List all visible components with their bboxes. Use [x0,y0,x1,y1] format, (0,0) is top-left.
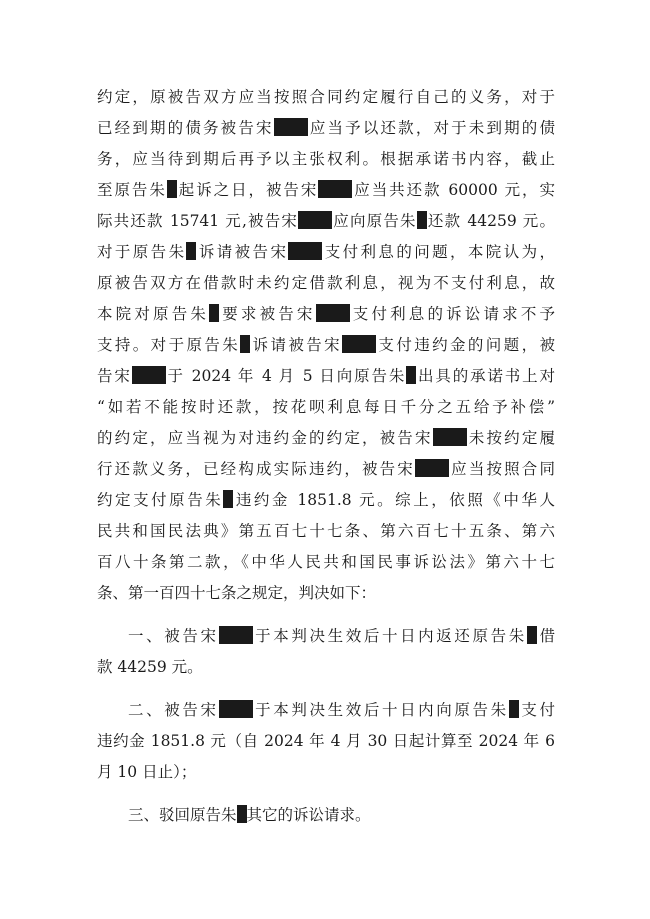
text-segment: 支付 [518,701,555,719]
text-segment: 的约定，应当视为对违约金的约定，被告宋 [97,429,433,447]
text-segment: 约定支付原告朱 [97,491,224,509]
text-line [97,621,555,652]
redaction-block [186,242,196,260]
judgment-body [97,82,555,831]
text-segment: 三、驳回原告朱 [128,806,237,824]
text-segment: 原被告双方在借款时未约定借款利息，视为不支付利息，故 [97,274,555,292]
text-segment: 于本判决生效后十日内返还原告朱 [252,627,527,645]
text-line [97,578,555,609]
paragraph-reasoning [97,82,555,609]
redaction-block [223,490,233,508]
redaction-block [240,335,250,353]
text-segment: 应当予以还款，对于未到期的债 [307,119,555,137]
text-segment: 一、被告宋 [128,627,219,645]
redaction-block [316,304,350,322]
redaction-block [415,459,449,477]
redaction-block [318,180,352,198]
text-line [97,113,555,144]
redaction-block [288,242,322,260]
text-segment: 对于原告朱 [97,243,187,261]
text-segment: 起诉之日，被告宋 [176,181,319,199]
redaction-block [132,366,166,384]
redaction-block [433,428,467,446]
text-line [97,547,555,578]
text-segment: 应当按照合同 [448,460,555,478]
text-segment: 应当共还款 60000 元，实 [352,181,555,199]
text-line [97,757,555,788]
redaction-block [274,118,308,136]
redaction-block [527,626,537,644]
text-segment: 约定，原被告双方应当按照合同约定履行自己的义务，对于 [97,88,555,106]
text-line [97,144,555,175]
text-segment: 于 2024 年 4 月 5 日向原告朱 [165,367,407,385]
redaction-block [219,626,253,644]
text-line [97,268,555,299]
text-line [97,361,555,392]
paragraph-judgment-item-2 [97,695,555,788]
text-line [97,206,555,237]
paragraph-judgment-item-1 [97,621,555,683]
text-segment: 至原告朱 [97,181,167,199]
text-line [97,299,555,330]
text-segment: 出具的承诺书上对 [416,367,555,385]
redaction-block [417,211,427,229]
text-segment: 于本判决生效后十日内向原告朱 [252,701,509,719]
text-segment: 要求被告宋 [219,305,316,323]
text-segment: 二、被告宋 [128,701,219,719]
redaction-block [406,366,416,384]
text-line [97,330,555,361]
text-line [97,516,555,547]
text-segment: 际共还款 15741 元,被告宋 [97,212,299,230]
text-segment: “如若不能按时还款，按花呗利息每日千分之五给予补偿” [97,398,555,416]
redaction-block [209,304,219,322]
text-segment: 诉请被告宋 [196,243,289,261]
text-line [97,392,555,423]
redaction-block [342,335,376,353]
text-line [97,423,555,454]
text-line [97,485,555,516]
text-segment: 借 [536,627,555,645]
text-segment: 行还款义务，已经构成实际违约，被告宋 [97,460,415,478]
text-line [97,695,555,726]
text-segment: 支付违约金的问题，被 [376,336,555,354]
text-line [97,237,555,268]
text-segment: 百八十条第二款，《中华人民共和国民事诉讼法》第六十七 [97,553,555,571]
text-segment: 支持。对于原告朱 [97,336,241,354]
text-segment: 其它的诉讼请求。 [246,806,371,824]
text-line [97,652,555,683]
text-segment: 条、第一百四十七条之规定，判决如下： [97,584,377,602]
text-segment: 支付利息的问题，本院认为， [322,243,555,261]
text-segment: 诉请被告宋 [250,336,343,354]
text-segment: 应向原告朱 [332,212,417,230]
text-line [97,175,555,206]
text-segment: 还款 44259 元。 [426,212,555,230]
redaction-block [167,180,177,198]
text-segment: 违约金 1851.8 元（自 2024 年 4 月 30 日起计算至 2024 年 6 [97,732,555,750]
redaction-block [298,211,332,229]
redaction-block [237,805,247,823]
text-line [97,800,555,831]
paragraph-judgment-item-3 [97,800,555,831]
text-segment: 民共和国民法典》第五百七十七条、第六百七十五条、第六 [97,522,555,540]
text-segment: 务，应当待到期后再予以主张权利。根据承诺书内容，截止 [97,150,555,168]
text-line [97,82,555,113]
redaction-block [219,700,253,718]
text-segment: 月 10 日止）； [97,763,197,781]
text-segment: 已经到期的债务被告宋 [97,119,274,137]
text-line [97,726,555,757]
text-segment: 支付利息的诉讼请求不予 [349,305,555,323]
text-segment: 款 44259 元。 [97,658,203,676]
text-segment: 告宋 [97,367,132,385]
text-segment: 违约金 1851.8 元。综上，依照《中华人 [233,491,555,509]
text-segment: 未按约定履 [466,429,555,447]
text-segment: 本院对原告朱 [97,305,210,323]
text-line [97,454,555,485]
redaction-block [509,700,519,718]
